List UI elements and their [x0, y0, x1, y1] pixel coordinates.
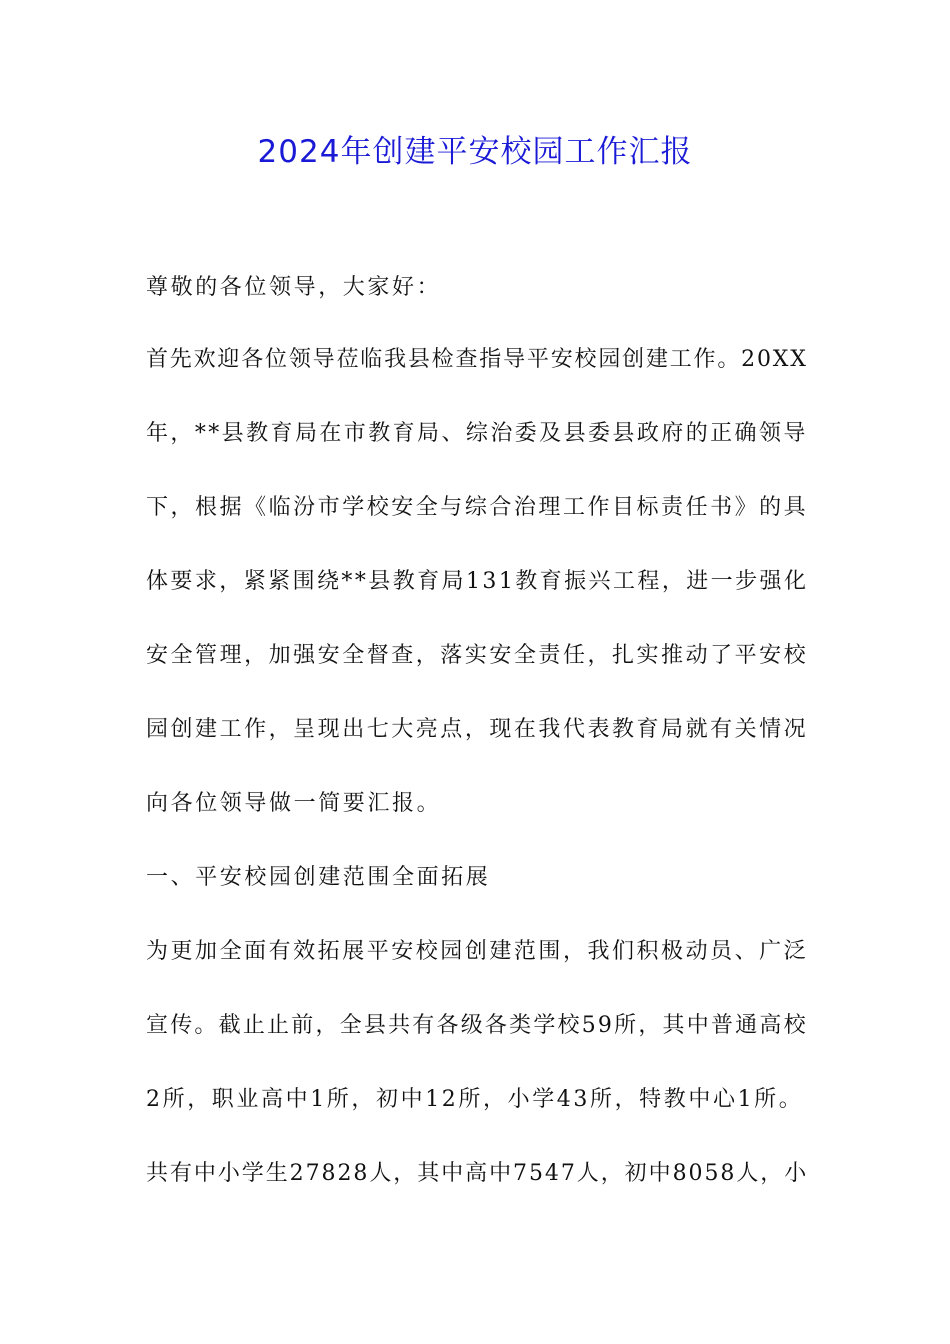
paragraph-line: 安全管理，加强安全督查，落实安全责任，扎实推动了平安校	[146, 643, 809, 668]
paragraph-line: 2所，职业高中1所，初中12所，小学43所，特教中心1所。	[146, 1087, 804, 1112]
paragraph-line: 向各位领导做一简要汇报。	[146, 791, 442, 816]
paragraph-line: 体要求，紧紧围绕**县教育局131教育振兴工程，进一步强化	[146, 569, 809, 594]
document-title: 2024年创建平安校园工作汇报	[257, 134, 693, 170]
paragraph-line: 宣传。截止止前，全县共有各级各类学校59所，其中普通高校	[146, 1013, 808, 1038]
salutation: 尊敬的各位领导，大家好：	[146, 275, 442, 300]
paragraph-line: 共有中小学生27828人，其中高中7547人，初中8058人，小	[146, 1161, 809, 1186]
paragraph-line: 年，**县教育局在市教育局、综治委及县委县政府的正确领导	[146, 421, 808, 446]
section-heading: 一、平安校园创建范围全面拓展	[146, 865, 491, 890]
paragraph-line: 为更加全面有效拓展平安校园创建范围，我们积极动员、广泛	[146, 939, 809, 964]
paragraph-line: 首先欢迎各位领导莅临我县检查指导平安校园创建工作。20XX	[146, 347, 808, 372]
paragraph-line: 下，根据《临汾市学校安全与综合治理工作目标责任书》的具	[146, 495, 809, 520]
paragraph-line: 园创建工作，呈现出七大亮点，现在我代表教育局就有关情况	[146, 717, 809, 742]
